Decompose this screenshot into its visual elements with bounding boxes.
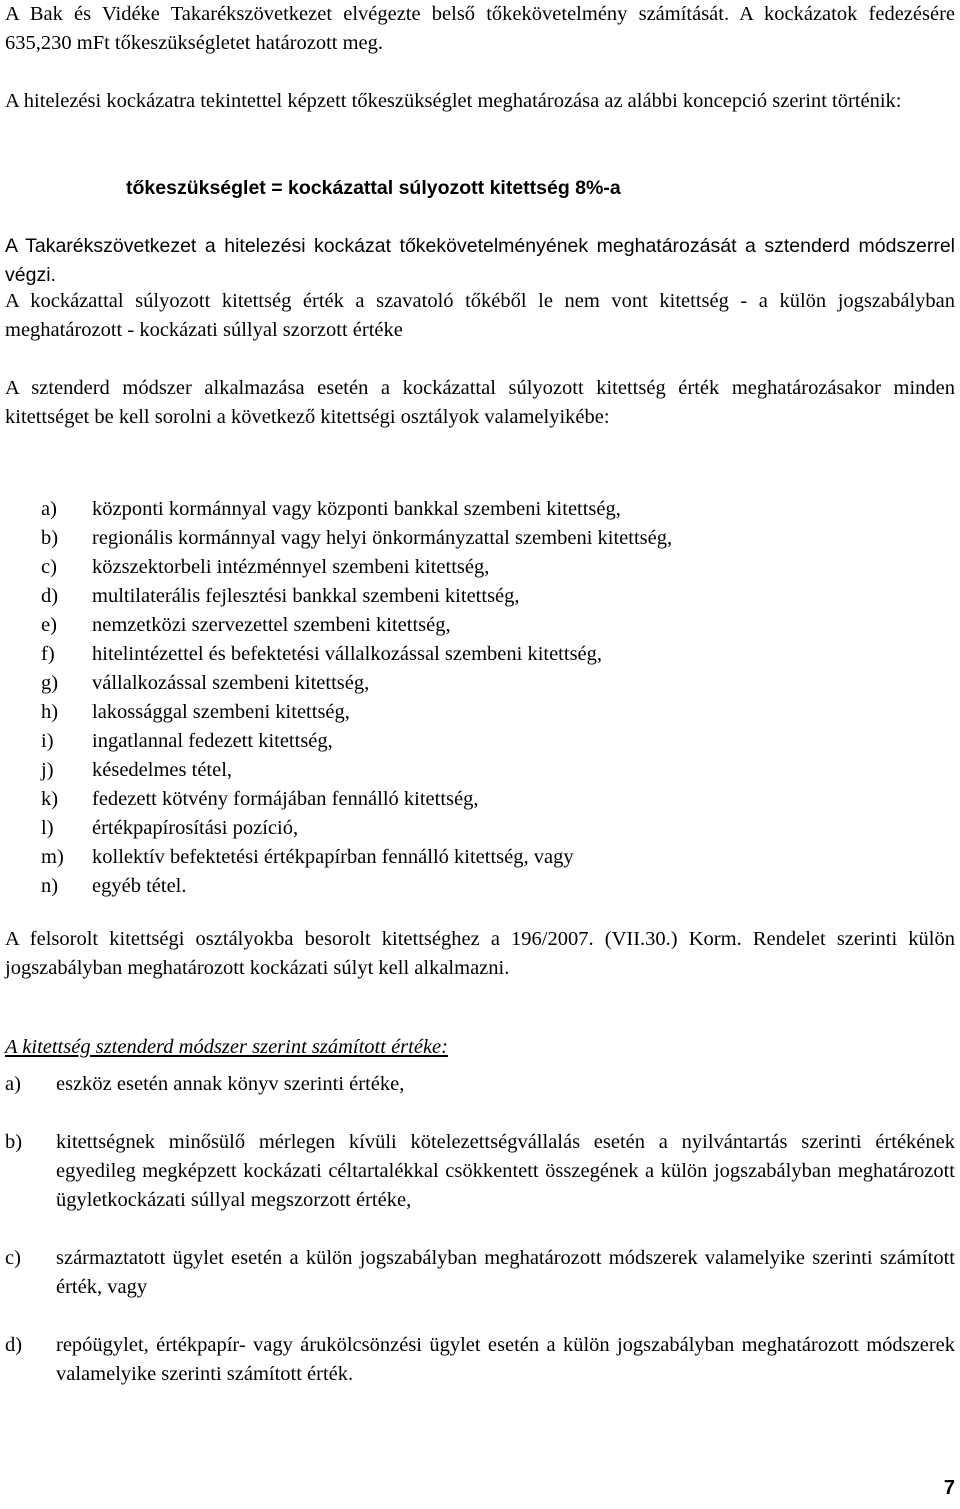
- list-item-text: ingatlannal fedezett kitettség,: [92, 730, 333, 752]
- list-item-text: késedelmes tétel,: [92, 759, 233, 781]
- list-item-label: c): [5, 1247, 21, 1269]
- list-item-label: n): [41, 875, 59, 897]
- formula-capital-requirement: tőkeszükséglet = kockázattal súlyozott kitettség 8%-a: [126, 177, 621, 199]
- list-item-text: kollektív befektetési értékpapírban fennálló kitettség, vagy: [92, 846, 574, 868]
- list-item: [5, 553, 955, 582]
- list-item: [5, 727, 955, 756]
- list-item: [5, 582, 955, 611]
- list-item-label: a): [41, 498, 57, 520]
- list-item: [5, 843, 955, 872]
- list-item-label: d): [41, 585, 59, 607]
- list-item-label: e): [41, 614, 57, 636]
- list-item-label: d): [5, 1334, 23, 1356]
- list-item-text: hitelintézettel és befektetési vállalkozással szembeni kitettség,: [92, 643, 603, 665]
- list-item-text: eszköz esetén annak könyv szerinti értéke,: [56, 1073, 405, 1095]
- list-item-text: regionális kormánnyal vagy helyi önkormányzattal szembeni kitettség,: [92, 527, 673, 549]
- section-heading-exposure-value: A kitettség sztenderd módszer szerint számított értéke:: [5, 1035, 448, 1058]
- list-item-text: repóügylet, értékpapír- vagy árukölcsönzési ügylet esetén a külön jogszabályban meghatározott módszerek valamelyike szerinti számított érték.: [56, 1334, 955, 1385]
- list-item: [5, 640, 955, 669]
- list-item: [5, 524, 955, 553]
- paragraph-exposure-classes-intro: A sztenderd módszer alkalmazása esetén a kockázattal súlyozott kitettség érték meghatározásakor minden kitettséget be kell sorolni a következő kitettségi osztályok valamelyikébe:: [5, 377, 955, 428]
- page-number: 7: [943, 1477, 955, 1499]
- list-item-text: fedezett kötvény formájában fennálló kitettség,: [92, 788, 479, 810]
- list-item-text: értékpapírosítási pozíció,: [92, 817, 299, 839]
- list-item: [5, 814, 955, 843]
- list-item-label: a): [5, 1073, 21, 1095]
- list-item-label: b): [5, 1131, 23, 1153]
- list-item-label: g): [41, 672, 59, 694]
- list-item-label: m): [41, 846, 64, 868]
- list-item-label: l): [41, 817, 54, 839]
- list-item-label: c): [41, 556, 57, 578]
- list-item-label: j): [41, 759, 54, 781]
- list-item: [5, 872, 955, 901]
- list-item: [5, 756, 955, 785]
- paragraph-standard-method: A Takarékszövetkezet a hitelezési kockázat tőkekövetelményének meghatározását a sztenderd módszerrel végzi.: [5, 235, 955, 286]
- list-item-label: k): [41, 788, 59, 810]
- list-item-text: egyéb tétel.: [92, 875, 187, 897]
- paragraph-concept-intro: A hitelezési kockázatra tekintettel képzett tőkeszükséglet meghatározása az alábbi koncepció szerint történik:: [5, 90, 902, 112]
- paragraph-risk-weighted-definition: A kockázattal súlyozott kitettség érték a szavatoló tőkéből le nem vont kitettség - a külön jogszabályban meghatározott - kockázati súllyal szorzott értéke: [5, 290, 955, 341]
- list-item: [5, 698, 955, 727]
- list-item: [5, 495, 955, 524]
- exposure-class-list: [5, 495, 955, 901]
- list-item: [5, 785, 955, 814]
- list-item-label: i): [41, 730, 54, 752]
- list-item: [5, 669, 955, 698]
- list-item-label: b): [41, 527, 59, 549]
- list-item-text: közszektorbeli intézménnyel szembeni kitettség,: [92, 556, 490, 578]
- list-item-text: vállalkozással szembeni kitettség,: [92, 672, 370, 694]
- list-item-text: származtatott ügylet esetén a külön jogszabályban meghatározott módszerek valamelyike szerinti számított érték, vagy: [56, 1247, 955, 1298]
- list-item-label: h): [41, 701, 59, 723]
- list-item: [5, 611, 955, 640]
- list-item-text: lakossággal szembeni kitettség,: [92, 701, 350, 723]
- paragraph-regulation-reference: A felsorolt kitettségi osztályokba besorolt kitettséghez a 196/2007. (VII.30.) Korm. Rendelet szerinti külön jogszabályban meghatározott kockázati súlyt kell alkalmazni.: [5, 928, 955, 979]
- list-item-text: nemzetközi szervezettel szembeni kitettség,: [92, 614, 451, 636]
- paragraph-capital-requirement: A Bak és Vidéke Takarékszövetkezet elvégezte belső tőkekövetelmény számítását. A kockázatok fedezésére 635,230 mFt tőkeszükségletet határozott meg.: [5, 3, 955, 54]
- list-item-label: f): [41, 643, 55, 665]
- list-item-text: központi kormánnyal vagy központi bankkal szembeni kitettség,: [92, 498, 621, 520]
- list-item-text: multilaterális fejlesztési bankkal szembeni kitettség,: [92, 585, 520, 607]
- list-item-text: kitettségnek minősülő mérlegen kívüli kötelezettségvállalás esetén a nyilvántartás szerinti értékének egyedileg megképzett kockázati céltartalékkal csökkentett összegének a külön jogszabályban meghatározott ügyletkockázati súllyal megszorzott értéke,: [56, 1131, 955, 1211]
